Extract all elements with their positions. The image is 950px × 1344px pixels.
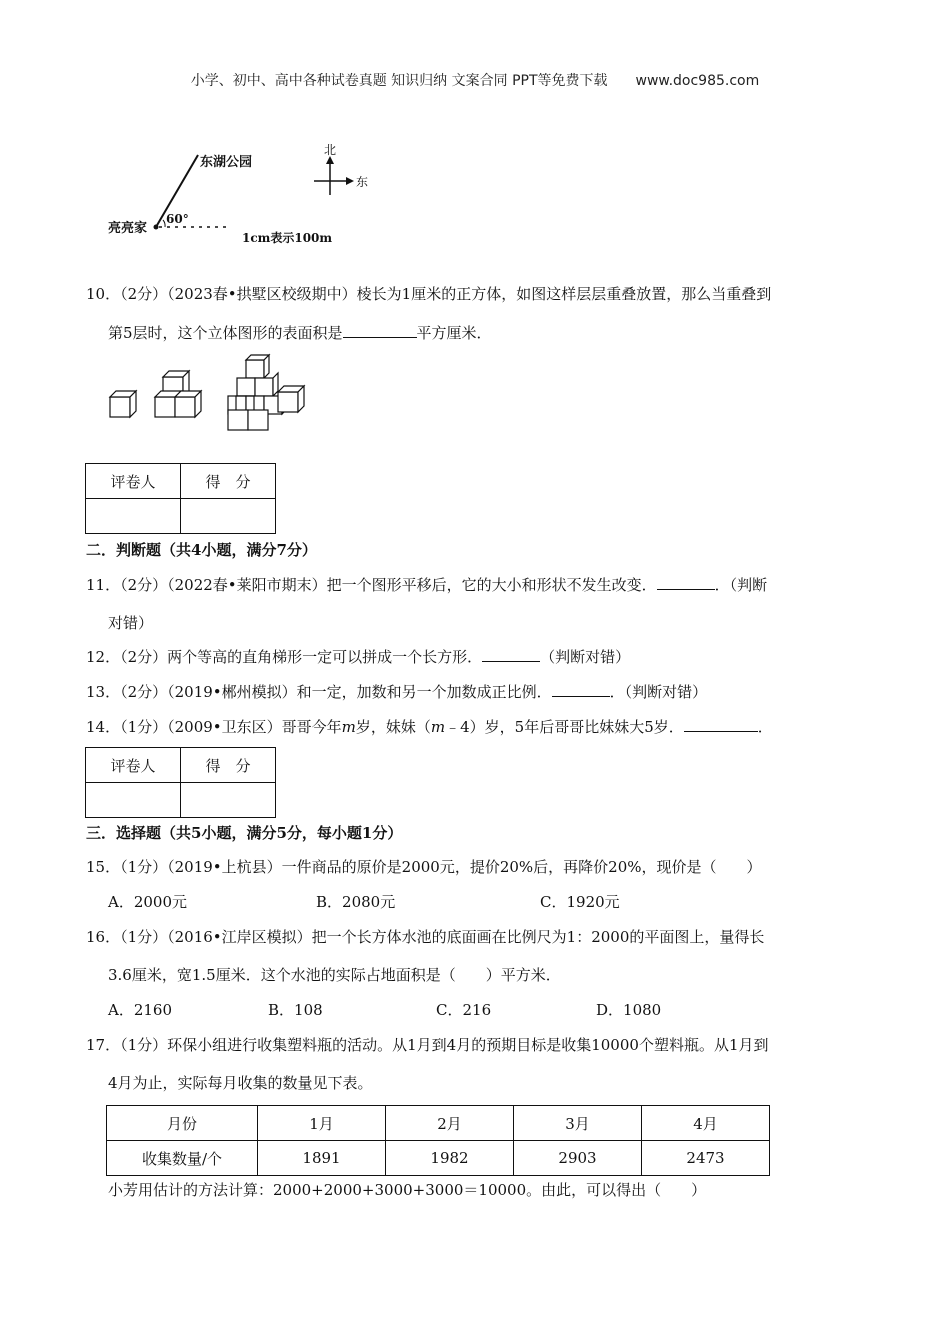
north-label: 北	[324, 143, 337, 157]
table-header-cell: 3月	[514, 1106, 642, 1141]
section-3-title: 三．选择题（共5小题，满分5分，每小题1分）	[86, 824, 403, 842]
home-label: 亮亮家	[108, 221, 148, 236]
q10-answer-blank[interactable]	[343, 323, 417, 338]
q17-collection-table	[106, 1105, 770, 1176]
angle-label: 60°	[166, 212, 189, 226]
q14-line	[86, 717, 773, 737]
cube-stack-3	[228, 355, 304, 430]
q14-text-c: ﹣4）岁，5年后哥哥比妹妹大5岁．	[445, 718, 684, 736]
cube-stack-2	[155, 371, 201, 417]
q14-text-b: 岁，妹妹（	[355, 718, 431, 736]
q17-line2: 4月为止，实际每月收集的数量见下表。	[108, 1074, 373, 1092]
table-header-cell: 2月	[386, 1106, 514, 1141]
table-row	[107, 1141, 770, 1176]
q10-text-a: 第5层时，这个立体图形的表面积是	[108, 324, 343, 342]
table-header-cell: 1月	[258, 1106, 386, 1141]
q17-line3: 小芳用估计的方法计算：2000+2000+3000+3000＝10000。由此，可以得出（ ）	[108, 1181, 707, 1199]
home-point	[154, 225, 159, 230]
table-header-row	[107, 1106, 770, 1141]
q16-line2: 3.6厘米，宽1.5厘米．这个水池的实际占地面积是（ ）平方米．	[108, 966, 561, 984]
q10-text-b: 平方厘米．	[416, 324, 492, 342]
cube-stacks-figure	[108, 352, 313, 432]
east-label: 东	[356, 175, 369, 189]
q11-text-a: 11．（2分）（2022春•莱阳市期末）把一个图形平移后，它的大小和形状不发生改变．	[86, 576, 657, 594]
table-cell: 2473	[642, 1141, 770, 1176]
page-header	[0, 70, 950, 90]
q12-line	[86, 647, 630, 667]
score-table-score-cell[interactable]	[181, 783, 276, 818]
north-arrow-icon	[326, 156, 334, 164]
park-label: 东湖公园	[200, 155, 253, 170]
q12-text-b: （判断对错）	[540, 648, 631, 666]
table-cell: 2903	[514, 1141, 642, 1176]
q11-line2: 对错）	[108, 614, 154, 632]
east-arrow-icon	[346, 177, 354, 185]
q16-line1: 16．（1分）（2016•江岸区模拟）把一个长方体水池的底面画在比例尺为1：2000的平面图上，量得长	[86, 928, 765, 946]
q16-option-a[interactable]: A．2160	[108, 1001, 173, 1019]
q12-text-a: 12．（2分）两个等高的直角梯形一定可以拼成一个长方形．	[86, 648, 483, 666]
table-cell: 1982	[386, 1141, 514, 1176]
q13-line	[86, 682, 707, 702]
q11-line1	[86, 575, 767, 595]
score-table-score-cell[interactable]	[181, 499, 276, 534]
table-cell: 收集数量/个	[107, 1141, 258, 1176]
q16-option-b[interactable]: B．108	[268, 1001, 323, 1019]
q10-line2	[108, 323, 492, 343]
q14-answer-blank[interactable]	[684, 717, 758, 732]
cube-stack-1	[110, 391, 136, 417]
table-cell: 1891	[258, 1141, 386, 1176]
q16-option-d[interactable]: D．1080	[596, 1001, 662, 1019]
angle-arc	[163, 220, 165, 227]
q14-var-m2: m	[430, 718, 446, 736]
score-table-grader-header: 评卷人	[86, 748, 181, 783]
score-table-score-header: 得 分	[181, 748, 276, 783]
header-text: 小学、初中、高中各种试卷真题 知识归纳 文案合同 PPT等免费下载	[190, 73, 608, 89]
q17-line1: 17．（1分）环保小组进行收集塑料瓶的活动。从1月到4月的预期目标是收集10000个塑料瓶。从1月到	[86, 1036, 769, 1054]
score-table-1	[85, 463, 276, 534]
q13-answer-blank[interactable]	[552, 682, 610, 697]
q16-option-c[interactable]: C．216	[436, 1001, 492, 1019]
q13-text-b: ．（判断对错）	[609, 683, 708, 701]
header-site-link[interactable]: www.doc985.com	[635, 73, 760, 89]
table-header-cell: 月份	[107, 1106, 258, 1141]
q10-line1: 10．（2分）（2023春•拱墅区校级期中）棱长为1厘米的正方体，如图这样层层重叠放置，那么当重叠到	[86, 285, 772, 303]
score-table-2	[85, 747, 276, 818]
scale-label: 1cm表示100m	[242, 231, 333, 245]
score-table-grader-header: 评卷人	[86, 464, 181, 499]
q14-var-m1: m	[341, 718, 356, 736]
direction-map-figure	[105, 140, 369, 250]
q14-text-a: 14．（1分）（2009•卫东区）哥哥今年	[86, 718, 342, 736]
q15-option-c[interactable]: C．1920元	[540, 893, 620, 911]
q15-line: 15．（1分）（2019•上杭县）一件商品的原价是2000元，提价20%后，再降价20%，现价是（ ）	[86, 858, 762, 876]
q12-answer-blank[interactable]	[482, 647, 540, 662]
q11-text-b: ．（判断	[714, 576, 768, 594]
q15-option-b[interactable]: B．2080元	[316, 893, 396, 911]
score-table-grader-cell[interactable]	[86, 499, 181, 534]
table-header-cell: 4月	[642, 1106, 770, 1141]
score-table-score-header: 得 分	[181, 464, 276, 499]
q13-text-a: 13．（2分）（2019•郴州模拟）和一定，加数和另一个加数成正比例．	[86, 683, 552, 701]
q11-answer-blank[interactable]	[657, 575, 715, 590]
score-table-grader-cell[interactable]	[86, 783, 181, 818]
section-2-title: 二．判断题（共4小题，满分7分）	[86, 541, 317, 559]
q15-option-a[interactable]: A．2000元	[108, 893, 188, 911]
q14-text-d: ．	[757, 718, 773, 736]
